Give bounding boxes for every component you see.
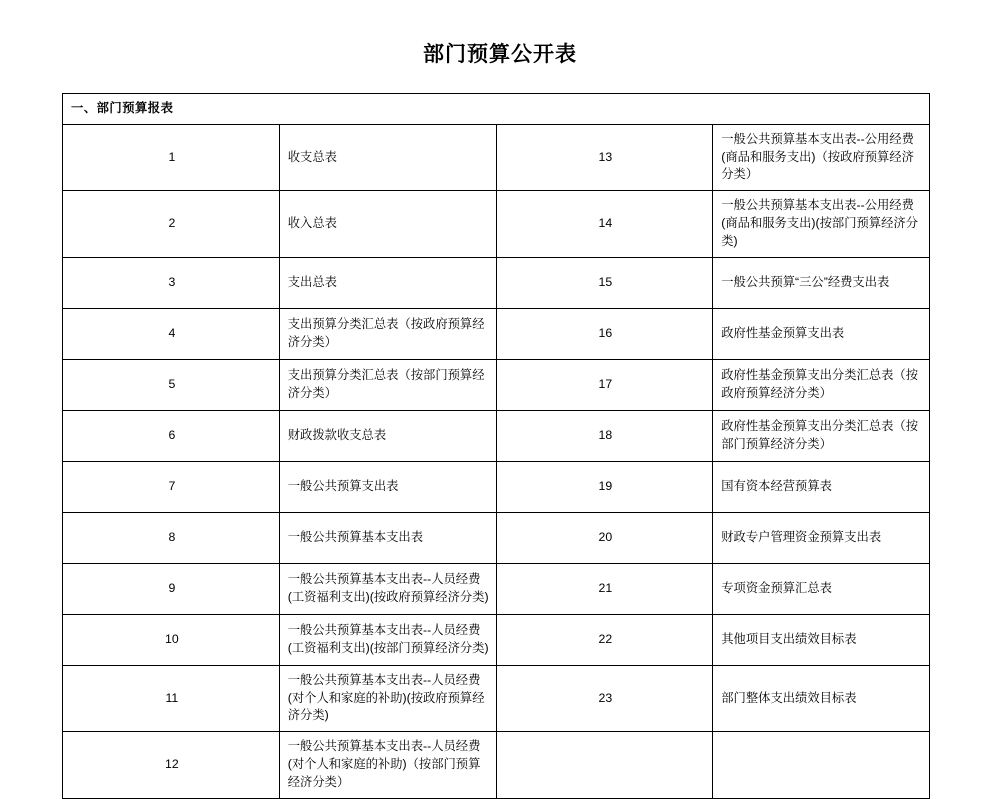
row-number-right: 22 [496, 614, 713, 665]
row-number-left: 10 [63, 614, 280, 665]
row-label-left: 一般公共预算基本支出表--人员经费(工资福利支出)(按部门预算经济分类) [279, 614, 496, 665]
row-number-right: 16 [496, 308, 713, 359]
row-label-right: 国有资本经营预算表 [713, 461, 930, 512]
row-label-left: 一般公共预算基本支出表--人员经费(工资福利支出)(按政府预算经济分类) [279, 563, 496, 614]
row-number-right: 15 [496, 257, 713, 308]
table-row [63, 563, 930, 614]
row-number-left: 2 [63, 191, 280, 257]
row-number-right: 20 [496, 512, 713, 563]
table-row [63, 257, 930, 308]
row-label-left: 一般公共预算支出表 [279, 461, 496, 512]
row-label-right: 政府性基金预算支出表 [713, 308, 930, 359]
row-number-left: 5 [63, 359, 280, 410]
row-number-left: 9 [63, 563, 280, 614]
row-label-left: 一般公共预算基本支出表 [279, 512, 496, 563]
row-number-right: 13 [496, 124, 713, 190]
row-number-right: 18 [496, 410, 713, 461]
row-label-right: 一般公共预算基本支出表--公用经费(商品和服务支出)(按部门预算经济分类) [713, 191, 930, 257]
row-number-right-empty [496, 732, 713, 798]
row-number-left: 8 [63, 512, 280, 563]
row-label-right: 其他项目支出绩效目标表 [713, 614, 930, 665]
row-label-left: 收入总表 [279, 191, 496, 257]
row-label-right: 一般公共预算“三公”经费支出表 [713, 257, 930, 308]
table-row [63, 191, 930, 257]
row-label-left: 一般公共预算基本支出表--人员经费(对个人和家庭的补助)（按部门预算经济分类） [279, 732, 496, 798]
row-label-right: 专项资金预算汇总表 [713, 563, 930, 614]
table-row [63, 308, 930, 359]
row-label-right: 财政专户管理资金预算支出表 [713, 512, 930, 563]
row-number-right: 21 [496, 563, 713, 614]
row-number-right: 19 [496, 461, 713, 512]
row-number-left: 6 [63, 410, 280, 461]
table-body [63, 94, 930, 799]
row-label-left: 支出总表 [279, 257, 496, 308]
row-label-right: 政府性基金预算支出分类汇总表（按部门预算经济分类） [713, 410, 930, 461]
section-header-row [63, 94, 930, 125]
table-row [63, 614, 930, 665]
row-number-left: 12 [63, 732, 280, 798]
row-number-right: 23 [496, 665, 713, 731]
row-label-right: 一般公共预算基本支出表--公用经费(商品和服务支出)（按政府预算经济分类） [713, 124, 930, 190]
budget-report-table [62, 93, 930, 799]
row-label-right: 政府性基金预算支出分类汇总表（按政府预算经济分类） [713, 359, 930, 410]
row-number-left: 3 [63, 257, 280, 308]
table-row [63, 512, 930, 563]
table-row [63, 461, 930, 512]
table-row [63, 410, 930, 461]
row-label-left: 收支总表 [279, 124, 496, 190]
row-label-left: 一般公共预算基本支出表--人员经费(对个人和家庭的补助)(按政府预算经济分类) [279, 665, 496, 731]
row-number-left: 4 [63, 308, 280, 359]
table-row [63, 732, 930, 798]
table-row [63, 359, 930, 410]
row-number-right: 14 [496, 191, 713, 257]
row-number-left: 11 [63, 665, 280, 731]
row-label-left: 支出预算分类汇总表（按政府预算经济分类） [279, 308, 496, 359]
section-header-cell: 一、部门预算报表 [63, 94, 930, 125]
row-label-right: 部门整体支出绩效目标表 [713, 665, 930, 731]
budget-table-container [62, 93, 930, 799]
row-label-left: 支出预算分类汇总表（按部门预算经济分类） [279, 359, 496, 410]
page-title: 部门预算公开表 [423, 43, 577, 66]
row-number-right: 17 [496, 359, 713, 410]
row-label-left: 财政拨款收支总表 [279, 410, 496, 461]
table-row [63, 665, 930, 731]
row-number-left: 7 [63, 461, 280, 512]
row-number-left: 1 [63, 124, 280, 190]
row-label-right-empty [713, 732, 930, 798]
table-row [63, 124, 930, 190]
